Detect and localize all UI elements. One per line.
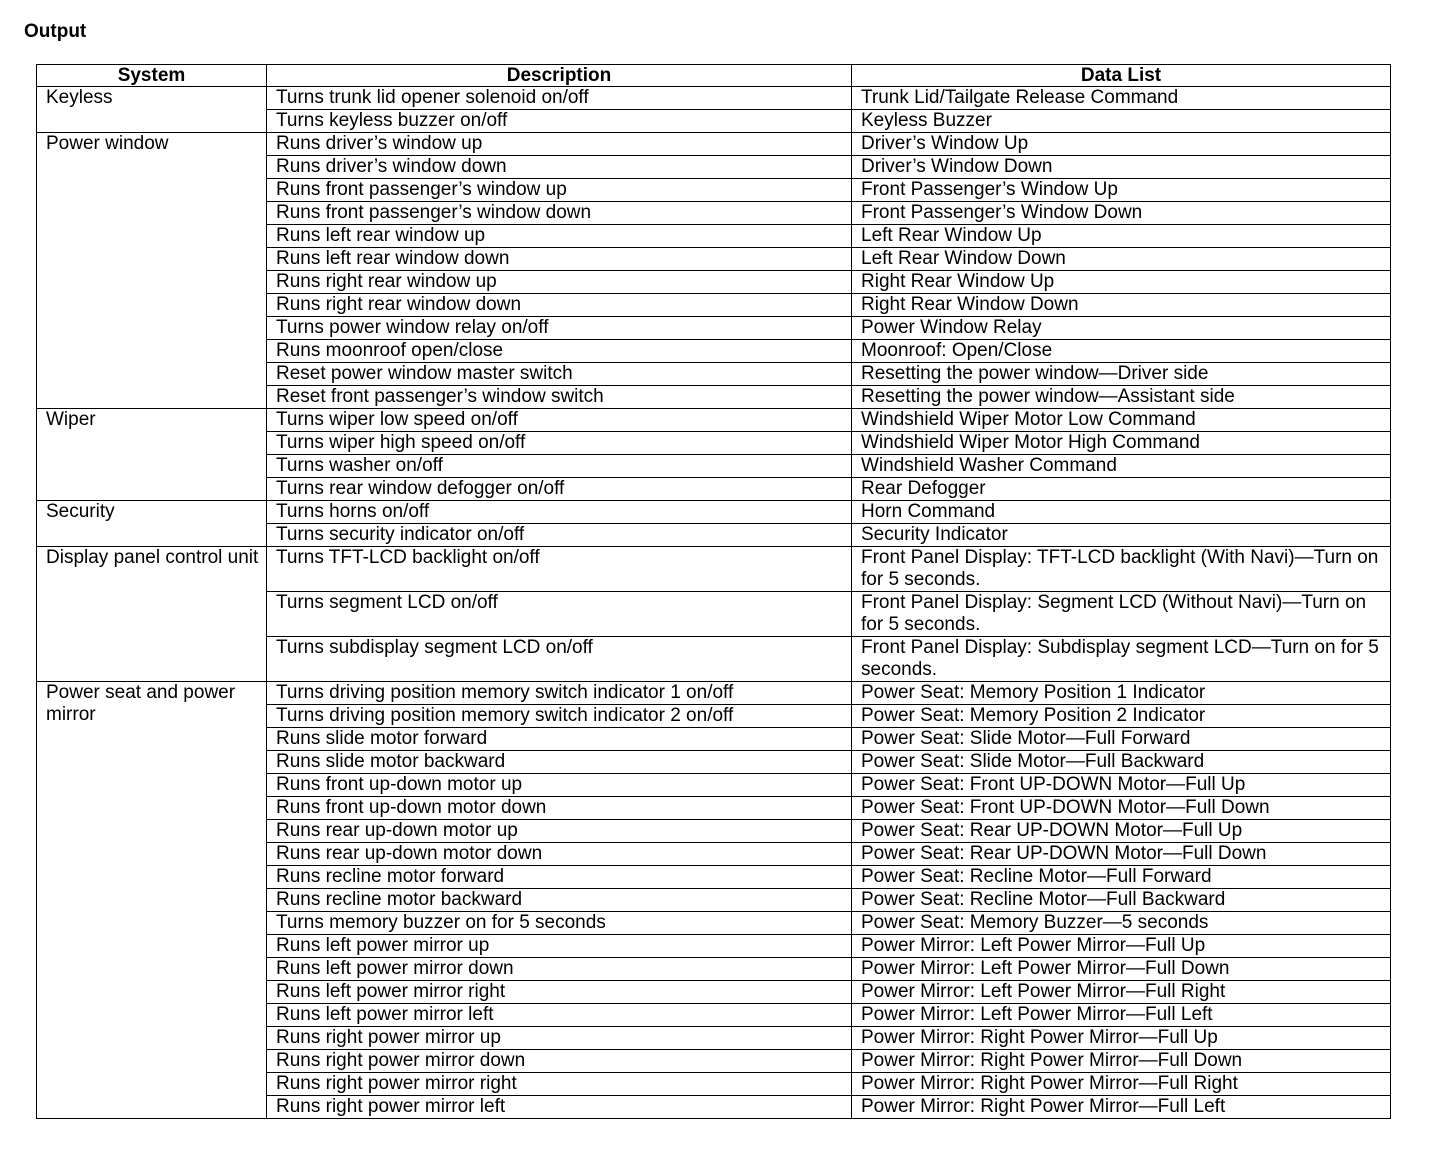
description-cell: Runs front passenger’s window up [267, 179, 852, 202]
data-list-cell: Power Seat: Slide Motor—Full Forward [852, 728, 1391, 751]
data-list-cell: Power Seat: Recline Motor—Full Backward [852, 889, 1391, 912]
column-header-data-list: Data List [852, 65, 1391, 87]
description-cell: Runs left power mirror down [267, 958, 852, 981]
data-list-cell: Front Panel Display: Subdisplay segment LCD—Turn on for 5 seconds. [852, 637, 1391, 682]
data-list-cell: Power Mirror: Right Power Mirror—Full Up [852, 1027, 1391, 1050]
data-list-cell: Power Seat: Slide Motor—Full Backward [852, 751, 1391, 774]
description-cell: Turns segment LCD on/off [267, 592, 852, 637]
table-row [37, 133, 1391, 156]
data-list-cell: Power Seat: Recline Motor—Full Forward [852, 866, 1391, 889]
description-cell: Turns rear window defogger on/off [267, 478, 852, 501]
description-cell: Runs moonroof open/close [267, 340, 852, 363]
data-list-cell: Moonroof: Open/Close [852, 340, 1391, 363]
description-cell: Runs driver’s window down [267, 156, 852, 179]
description-cell: Runs right power mirror right [267, 1073, 852, 1096]
data-list-cell: Power Seat: Rear UP-DOWN Motor—Full Down [852, 843, 1391, 866]
description-cell: Reset front passenger’s window switch [267, 386, 852, 409]
data-list-cell: Windshield Washer Command [852, 455, 1391, 478]
data-list-cell: Resetting the power window—Assistant side [852, 386, 1391, 409]
description-cell: Turns driving position memory switch indicator 2 on/off [267, 705, 852, 728]
table-row [37, 87, 1391, 110]
description-cell: Runs recline motor backward [267, 889, 852, 912]
data-list-cell: Power Seat: Front UP-DOWN Motor—Full Down [852, 797, 1391, 820]
data-list-cell: Power Seat: Memory Buzzer—5 seconds [852, 912, 1391, 935]
description-cell: Runs right rear window up [267, 271, 852, 294]
description-cell: Runs left power mirror up [267, 935, 852, 958]
description-cell: Reset power window master switch [267, 363, 852, 386]
data-list-cell: Front Passenger’s Window Down [852, 202, 1391, 225]
description-cell: Turns driving position memory switch indicator 1 on/off [267, 682, 852, 705]
description-cell: Runs front passenger’s window down [267, 202, 852, 225]
table-body [37, 87, 1391, 1119]
data-list-cell: Power Window Relay [852, 317, 1391, 340]
table-row [37, 501, 1391, 524]
data-list-cell: Driver’s Window Down [852, 156, 1391, 179]
system-cell: Power window [37, 133, 267, 409]
description-cell: Turns TFT-LCD backlight on/off [267, 547, 852, 592]
data-list-cell: Rear Defogger [852, 478, 1391, 501]
description-cell: Runs driver’s window up [267, 133, 852, 156]
description-cell: Runs front up-down motor up [267, 774, 852, 797]
data-list-cell: Power Seat: Memory Position 1 Indicator [852, 682, 1391, 705]
output-table [36, 64, 1391, 1119]
description-cell: Runs rear up-down motor up [267, 820, 852, 843]
description-cell: Runs right power mirror down [267, 1050, 852, 1073]
description-cell: Runs left rear window down [267, 248, 852, 271]
data-list-cell: Left Rear Window Down [852, 248, 1391, 271]
description-cell: Runs slide motor backward [267, 751, 852, 774]
description-cell: Turns washer on/off [267, 455, 852, 478]
data-list-cell: Security Indicator [852, 524, 1391, 547]
data-list-cell: Power Mirror: Left Power Mirror—Full Up [852, 935, 1391, 958]
data-list-cell: Right Rear Window Down [852, 294, 1391, 317]
page-title: Output [24, 21, 87, 42]
data-list-cell: Power Seat: Memory Position 2 Indicator [852, 705, 1391, 728]
description-cell: Runs recline motor forward [267, 866, 852, 889]
data-list-cell: Front Passenger’s Window Up [852, 179, 1391, 202]
description-cell: Runs left rear window up [267, 225, 852, 248]
description-cell: Turns trunk lid opener solenoid on/off [267, 87, 852, 110]
description-cell: Turns memory buzzer on for 5 seconds [267, 912, 852, 935]
data-list-cell: Windshield Wiper Motor High Command [852, 432, 1391, 455]
column-header-description: Description [267, 65, 852, 87]
description-cell: Turns security indicator on/off [267, 524, 852, 547]
data-list-cell: Left Rear Window Up [852, 225, 1391, 248]
data-list-cell: Resetting the power window—Driver side [852, 363, 1391, 386]
data-list-cell: Power Mirror: Left Power Mirror—Full Down [852, 958, 1391, 981]
description-cell: Turns wiper low speed on/off [267, 409, 852, 432]
description-cell: Runs front up-down motor down [267, 797, 852, 820]
description-cell: Runs slide motor forward [267, 728, 852, 751]
description-cell: Runs right power mirror up [267, 1027, 852, 1050]
description-cell: Runs right power mirror left [267, 1096, 852, 1119]
table-row [37, 547, 1391, 592]
data-list-cell: Power Mirror: Right Power Mirror—Full Down [852, 1050, 1391, 1073]
description-cell: Turns wiper high speed on/off [267, 432, 852, 455]
system-cell: Power seat and power mirror [37, 682, 267, 1119]
table-row [37, 682, 1391, 705]
data-list-cell: Right Rear Window Up [852, 271, 1391, 294]
description-cell: Runs left power mirror left [267, 1004, 852, 1027]
data-list-cell: Front Panel Display: TFT-LCD backlight (With Navi)—Turn on for 5 seconds. [852, 547, 1391, 592]
description-cell: Runs right rear window down [267, 294, 852, 317]
data-list-cell: Power Mirror: Left Power Mirror—Full Left [852, 1004, 1391, 1027]
description-cell: Turns power window relay on/off [267, 317, 852, 340]
description-cell: Turns subdisplay segment LCD on/off [267, 637, 852, 682]
data-list-cell: Power Seat: Rear UP-DOWN Motor—Full Up [852, 820, 1391, 843]
description-cell: Runs rear up-down motor down [267, 843, 852, 866]
header-row [37, 65, 1391, 87]
data-list-cell: Front Panel Display: Segment LCD (Without Navi)—Turn on for 5 seconds. [852, 592, 1391, 637]
data-list-cell: Power Mirror: Right Power Mirror—Full Left [852, 1096, 1391, 1119]
system-cell: Keyless [37, 87, 267, 133]
description-cell: Runs left power mirror right [267, 981, 852, 1004]
data-list-cell: Power Mirror: Left Power Mirror—Full Right [852, 981, 1391, 1004]
description-cell: Turns horns on/off [267, 501, 852, 524]
system-cell: Display panel control unit [37, 547, 267, 682]
data-list-cell: Trunk Lid/Tailgate Release Command [852, 87, 1391, 110]
data-list-cell: Power Mirror: Right Power Mirror—Full Right [852, 1073, 1391, 1096]
data-list-cell: Windshield Wiper Motor Low Command [852, 409, 1391, 432]
data-list-cell: Keyless Buzzer [852, 110, 1391, 133]
data-list-cell: Driver’s Window Up [852, 133, 1391, 156]
system-cell: Security [37, 501, 267, 547]
description-cell: Turns keyless buzzer on/off [267, 110, 852, 133]
data-list-cell: Power Seat: Front UP-DOWN Motor—Full Up [852, 774, 1391, 797]
data-list-cell: Horn Command [852, 501, 1391, 524]
system-cell: Wiper [37, 409, 267, 501]
column-header-system: System [37, 65, 267, 87]
table-row [37, 409, 1391, 432]
